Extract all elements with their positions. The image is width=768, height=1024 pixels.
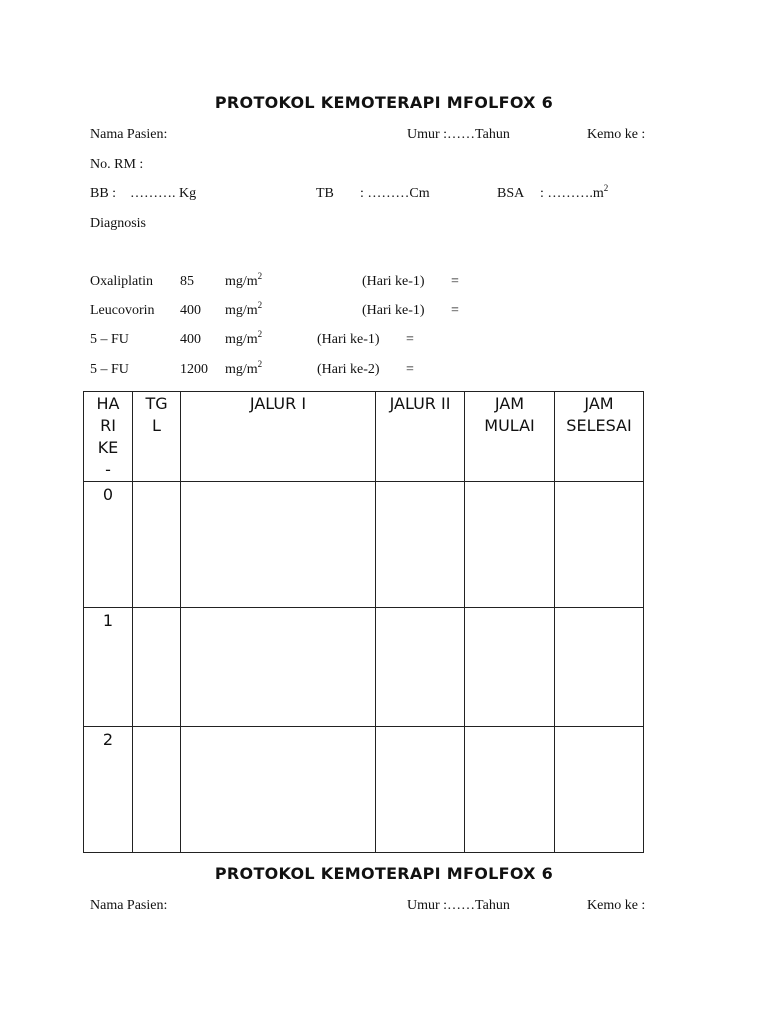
drug-unit: $mg/m^2$ xyxy=(225,300,263,318)
drug-day: (Hari ke-2) xyxy=(317,362,380,377)
drug-dose: 1200 xyxy=(180,362,208,377)
jalur-1-cell[interactable] xyxy=(181,727,376,853)
page-title: PROTOKOL KEMOTERAPI MFOLFOX 6 xyxy=(214,864,554,883)
bsa-value: : $\dots\dots\dots.m^2$ xyxy=(540,183,609,201)
kemo-ke-label: Kemo ke : xyxy=(587,898,646,913)
tgl-cell[interactable] xyxy=(133,727,181,853)
no-rm-label: No. RM : xyxy=(90,157,144,172)
tb-label: TB xyxy=(316,186,334,201)
drug-name: Leucovorin xyxy=(90,303,155,318)
bb-value: ………. Kg xyxy=(130,186,197,201)
drug-day: (Hari ke-1) xyxy=(317,332,380,347)
drug-name: Oxaliplatin xyxy=(90,274,153,289)
header-jalur-2: JALUR II xyxy=(376,392,465,482)
tgl-cell[interactable] xyxy=(133,608,181,727)
bsa-label: BSA xyxy=(497,186,525,201)
jalur-1-cell[interactable] xyxy=(181,608,376,727)
umur-label: Umur :……Tahun xyxy=(407,898,510,913)
table-row xyxy=(84,727,644,853)
umur-label: Umur :……Tahun xyxy=(407,127,510,142)
jam-mulai-cell[interactable] xyxy=(465,727,555,853)
drug-unit: $mg/m^2$ xyxy=(225,271,263,289)
nama-pasien-label: Nama Pasien: xyxy=(90,898,168,913)
schedule-table xyxy=(83,391,644,853)
drug-dose: 85 xyxy=(180,274,194,289)
jalur-2-cell[interactable] xyxy=(376,482,465,608)
jalur-1-cell[interactable] xyxy=(181,482,376,608)
jam-selesai-cell[interactable] xyxy=(555,482,644,608)
jam-mulai-cell[interactable] xyxy=(465,482,555,608)
table-row xyxy=(84,608,644,727)
diagnosis-label: Diagnosis xyxy=(90,216,146,231)
jalur-2-cell[interactable] xyxy=(376,727,465,853)
header-jam-mulai: JAM MULAI xyxy=(465,392,555,482)
page-title: PROTOKOL KEMOTERAPI MFOLFOX 6 xyxy=(214,93,554,112)
kemo-ke-label: Kemo ke : xyxy=(587,127,646,142)
jam-selesai-cell[interactable] xyxy=(555,727,644,853)
drug-dose: 400 xyxy=(180,303,201,318)
table-row xyxy=(84,482,644,608)
drug-day: (Hari ke-1) xyxy=(362,274,425,289)
drug-equals: = xyxy=(406,332,414,347)
drug-unit: $mg/m^2$ xyxy=(225,329,263,347)
tgl-cell[interactable] xyxy=(133,482,181,608)
drug-dose: 400 xyxy=(180,332,201,347)
drug-name: 5 – FU xyxy=(90,332,129,347)
jam-selesai-cell[interactable] xyxy=(555,608,644,727)
header-tgl: TG L xyxy=(133,392,181,482)
bb-label: BB : xyxy=(90,186,117,201)
drug-day: (Hari ke-1) xyxy=(362,303,425,318)
tb-value: : ………Cm xyxy=(360,186,430,201)
drug-equals: = xyxy=(406,362,414,377)
drug-equals: = xyxy=(451,303,459,318)
drug-equals: = xyxy=(451,274,459,289)
row-day-cell: 2 xyxy=(84,727,133,853)
drug-name: 5 – FU xyxy=(90,362,129,377)
header-jam-selesai: JAM SELESAI xyxy=(555,392,644,482)
table-header-row xyxy=(84,392,644,482)
jalur-2-cell[interactable] xyxy=(376,608,465,727)
nama-pasien-label: Nama Pasien: xyxy=(90,127,168,142)
row-day-cell: 0 xyxy=(84,482,133,608)
header-jalur-1: JALUR I xyxy=(181,392,376,482)
row-day-cell: 1 xyxy=(84,608,133,727)
drug-unit: $mg/m^2$ xyxy=(225,359,263,377)
jam-mulai-cell[interactable] xyxy=(465,608,555,727)
header-hari-ke: HA RI KE - xyxy=(84,392,133,482)
